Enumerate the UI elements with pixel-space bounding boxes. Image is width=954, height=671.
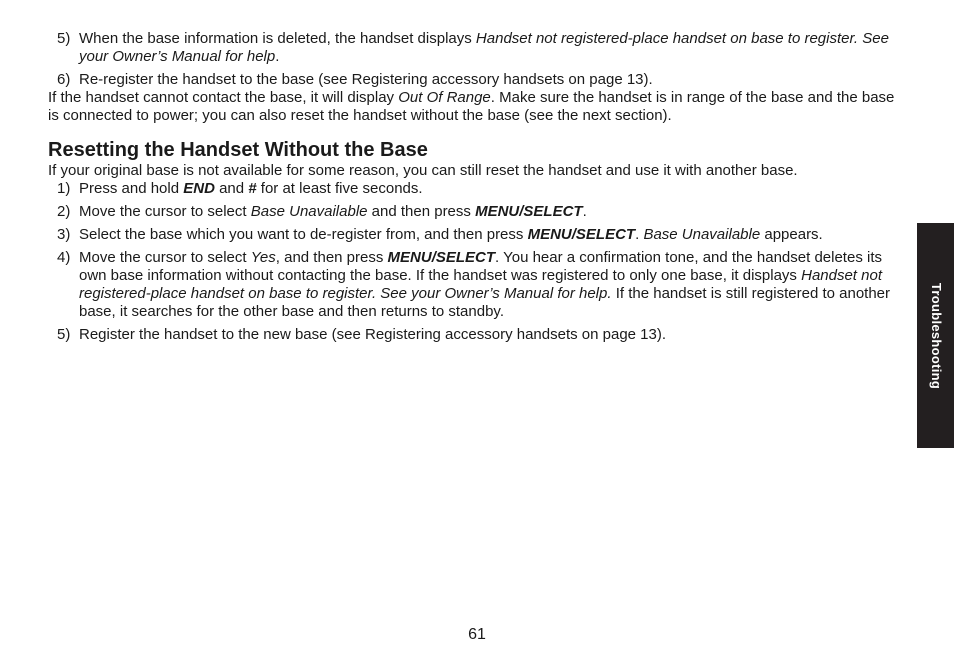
step-item [48, 203, 898, 221]
display-message: Yes [250, 249, 276, 266]
step-text-run: Move the cursor to select [79, 249, 251, 266]
display-message: Handset not registered-place handset on base to register. See your Owner’s Manual for help. [79, 267, 882, 302]
step-text-run: and then press [367, 203, 476, 220]
key-name: MENU/SELECT [387, 249, 496, 266]
step-text [79, 326, 666, 343]
step-text [79, 71, 653, 88]
page-number: 61 [468, 626, 486, 643]
step-text-run: and [214, 180, 249, 197]
step-item [48, 30, 898, 66]
step-number: 4) [57, 249, 71, 266]
step-text-run: Re-register the handset to the base (see Registering accessory handsets on page 13). [79, 71, 653, 88]
step-item [48, 249, 898, 321]
step-text-run: . [582, 203, 587, 220]
step-number: 5) [57, 30, 71, 47]
step-text-run: for at least five seconds. [256, 180, 423, 197]
key-name: END [183, 180, 215, 197]
step-text-run: . You hear a confirmation tone, and the handset deletes its own base information without contacting the base. If the handset was registered to only one base, it displays [79, 249, 882, 284]
step-text-run: , and then press [275, 249, 388, 266]
step-text-run: Select the base which you want to de-register from, and then press [79, 226, 528, 243]
step-text [79, 249, 890, 320]
step-number: 5) [57, 326, 71, 343]
display-message: Handset not registered-place handset on base to register. See your Owner’s Manual for help [79, 30, 889, 65]
display-message: Base Unavailable [250, 203, 368, 220]
key-name: MENU/SELECT [475, 203, 583, 220]
step-text-run: Move the cursor to select [79, 203, 251, 220]
display-message: Base Unavailable [643, 226, 761, 243]
tab-label: Troubleshooting [928, 282, 944, 389]
step-number: 1) [57, 180, 71, 197]
paragraph-text: If the handset cannot contact the base, it will display [48, 89, 399, 106]
page-content [48, 30, 898, 344]
key-name: MENU/SELECT [527, 226, 636, 243]
step-text-run: . [275, 48, 280, 65]
step-text [79, 203, 587, 220]
step-number: 2) [57, 203, 71, 220]
step-text-run: If the handset is still registered to another base, it searches for the other base and then returns to standby. [79, 285, 891, 320]
step-item [48, 326, 898, 344]
step-item [48, 71, 898, 89]
step-text-run: Press and hold [79, 180, 184, 197]
paragraph-text: . Make sure the handset is in range of the base and the base is connected to power; you can also reset the handset without the base (see the next section). [48, 89, 895, 124]
out-of-range-paragraph [48, 89, 898, 125]
step-text [79, 30, 889, 65]
section-heading: Resetting the Handset Without the Base [48, 139, 428, 161]
step-text-run: appears. [760, 226, 823, 243]
step-text [79, 226, 823, 243]
step-text [79, 180, 423, 197]
troubleshooting-tab [917, 223, 954, 448]
step-list-reset [48, 180, 898, 344]
key-name: # [248, 180, 257, 197]
step-number: 6) [57, 71, 71, 88]
step-text-run: When the base information is deleted, the handset displays [79, 30, 476, 47]
out-of-range-term: Out Of Range [398, 89, 491, 106]
step-number: 3) [57, 226, 71, 243]
step-item [48, 180, 898, 198]
step-text-run: . [635, 226, 644, 243]
step-item [48, 226, 898, 244]
section-intro: If your original base is not available for some reason, you can still reset the handset and use it with another base. [48, 162, 798, 179]
step-text-run: Register the handset to the new base (see Registering accessory handsets on page 13). [79, 326, 667, 343]
step-list-top [48, 30, 898, 89]
